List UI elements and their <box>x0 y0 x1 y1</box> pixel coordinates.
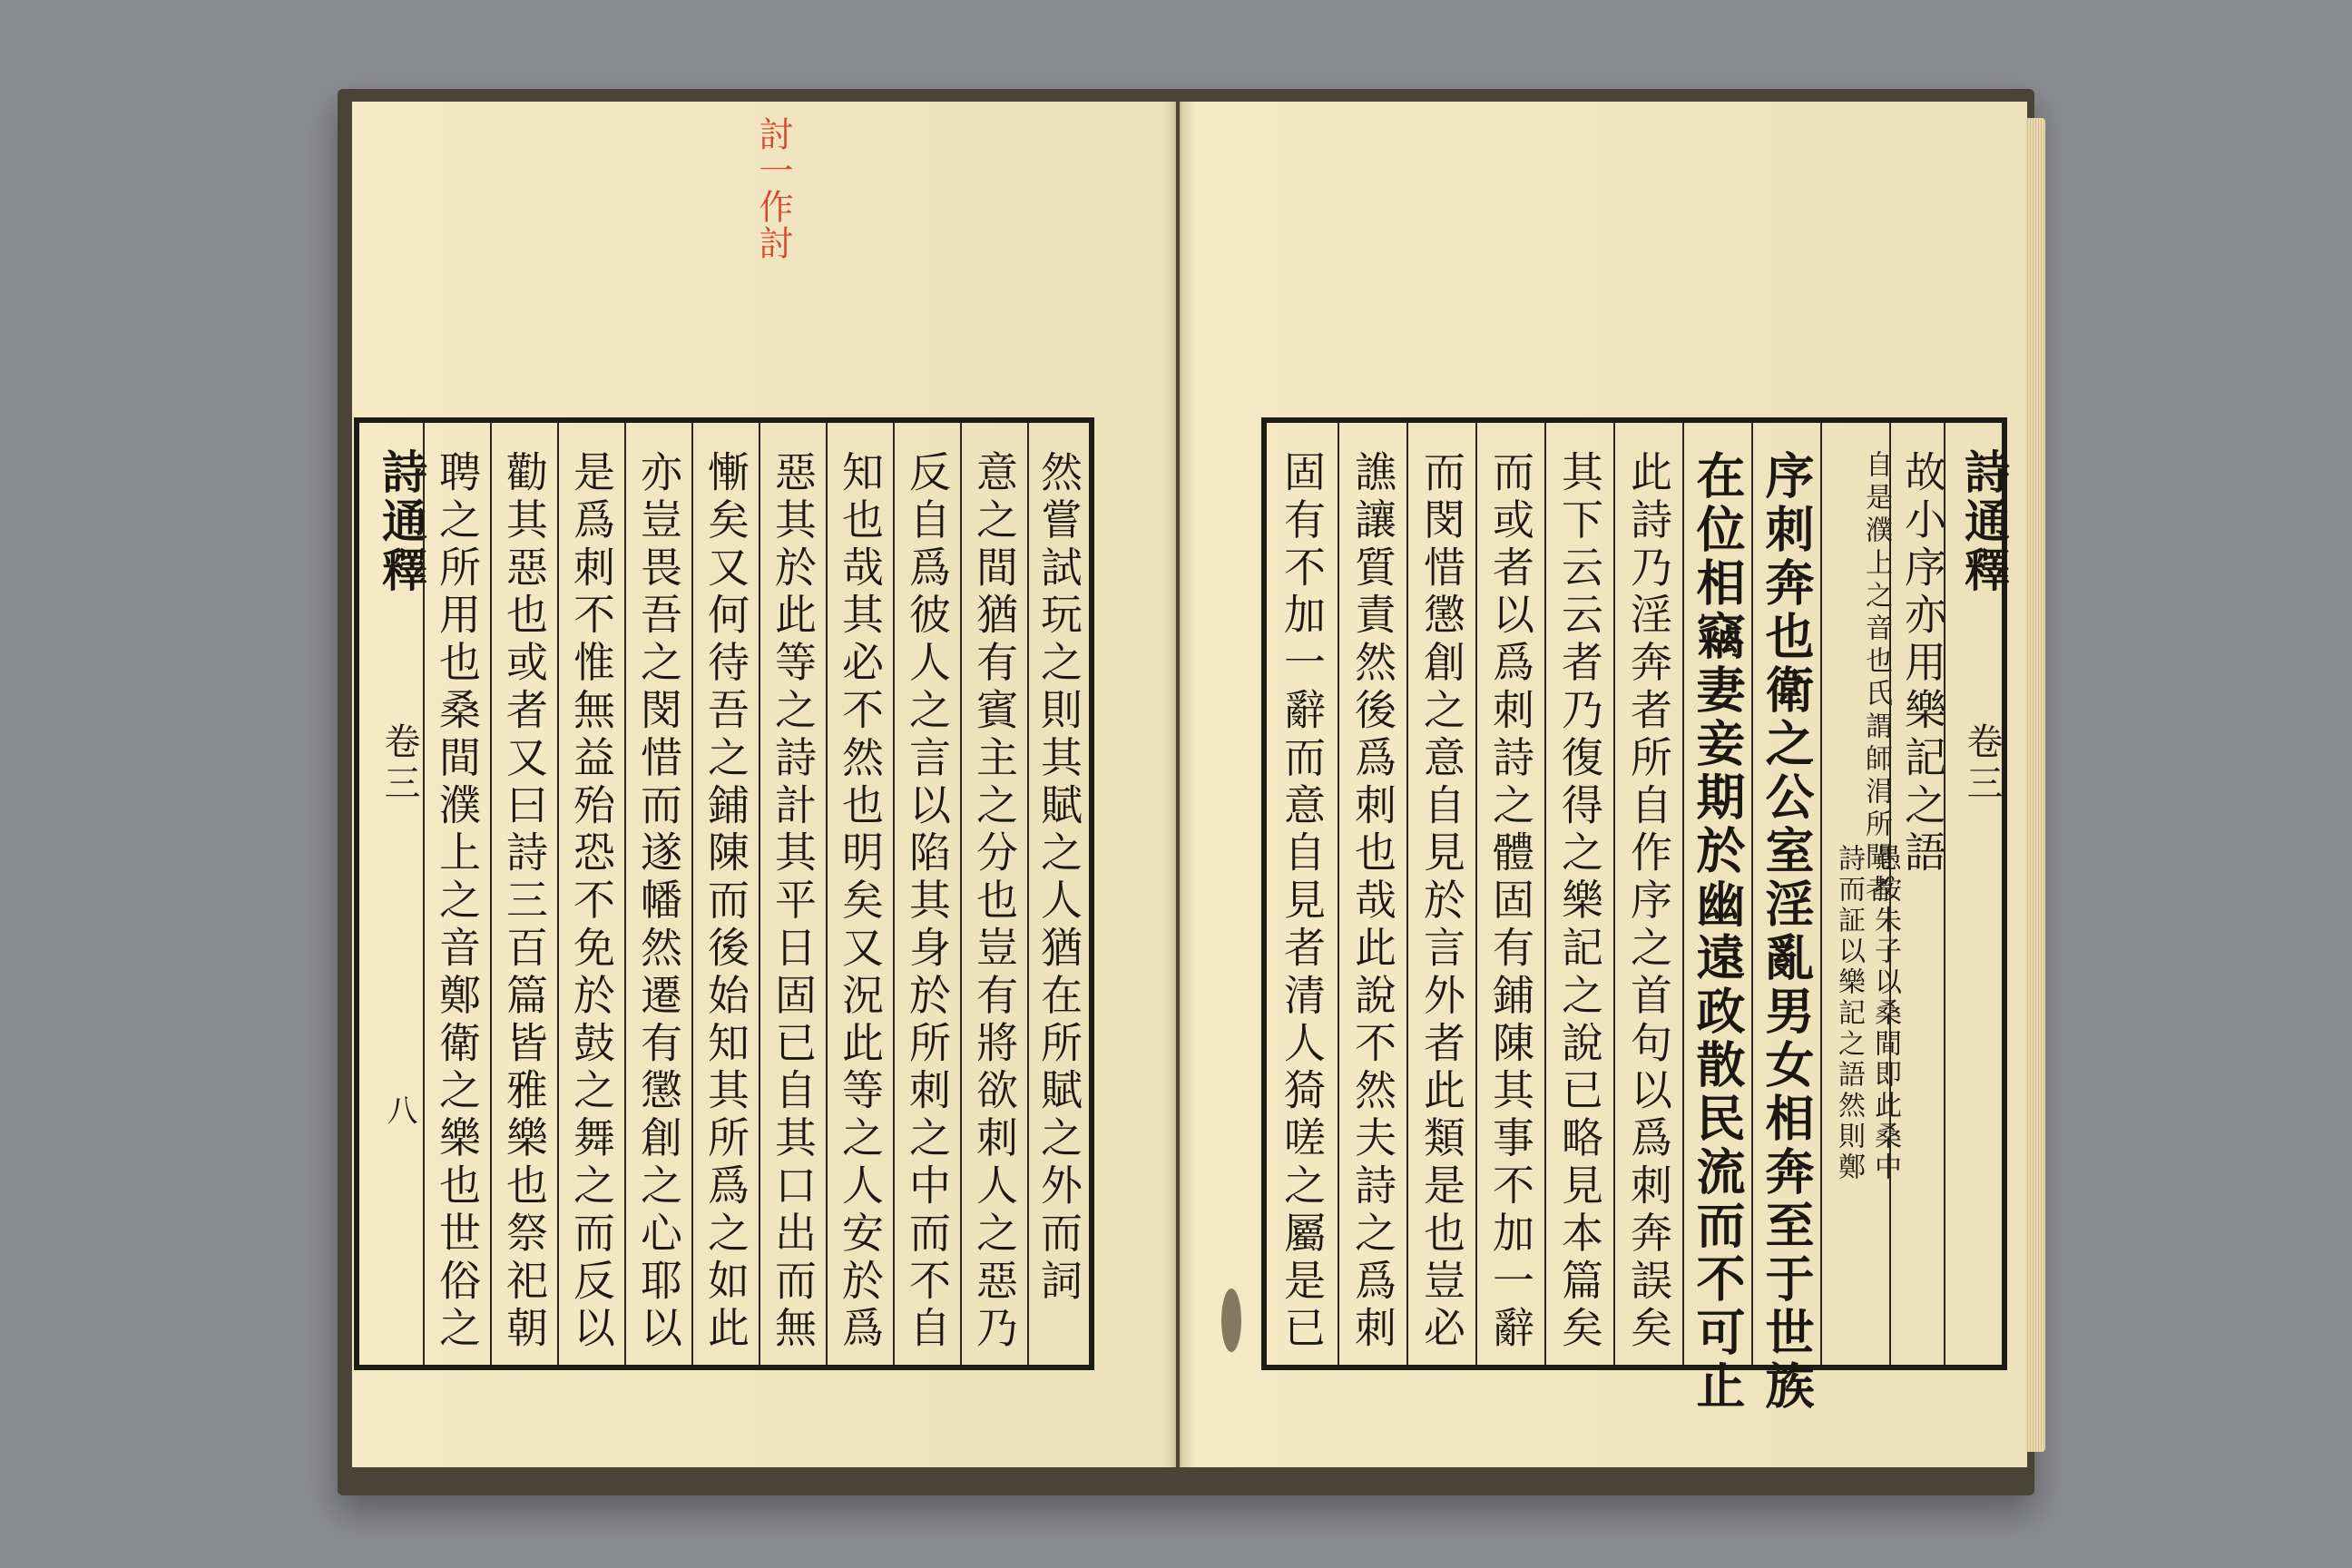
volume-label: 卷三 <box>378 722 420 806</box>
preface-column: 序刺奔也衛之公室淫亂男女相奔至于世族 <box>1751 423 1820 1365</box>
paper-damage <box>1221 1289 1241 1352</box>
right-banxin <box>1944 423 2011 1365</box>
page-edges <box>2025 118 2045 1452</box>
left-text-frame <box>354 417 1094 1370</box>
text-column: 慚矣又何待吾之鋪陳而後始知其所爲之如此 <box>691 423 759 1365</box>
text-column: 此詩乃淫奔者所自作序之首句以爲刺奔誤矣 <box>1613 423 1682 1365</box>
text-column: 知也哉其必不然也明矣又況此等之人安於爲 <box>826 423 893 1365</box>
text-column: 然嘗試玩之則其賦之人猶在所賦之外而詞 <box>1027 423 1089 1365</box>
text-column: 勸其惡也或者又曰詩三百篇皆雅樂也祭祀朝 <box>490 423 557 1365</box>
book-title: 詩通釋 <box>1957 448 2011 595</box>
commentary-column: 自是濮上之音也 氏謂師涓所聞者 <box>1820 423 1889 1365</box>
small-commentary-b: 詩而証以樂記之語然則鄭 <box>1833 844 1865 1183</box>
text-column: 而或者以爲刺詩之體固有鋪陳其事不加一辭 <box>1475 423 1544 1365</box>
text-column: 譙讓質責然後爲刺也哉此說不然夫詩之爲刺 <box>1338 423 1406 1365</box>
text-column: 而閔惜懲創之意自見於言外者此類是也豈必 <box>1406 423 1475 1365</box>
commentary-column: 故小序亦用樂記之語 <box>1889 423 1944 1365</box>
small-commentary-a: 愚按朱子以桑間即此桑中 <box>1869 844 1901 1183</box>
text-column: 其下云云者乃復得之樂記之說已略見本篇矣 <box>1544 423 1613 1365</box>
text-column: 是爲刺不惟無益殆恐不免於鼓之舞之而反以 <box>557 423 624 1365</box>
text-column: 亦豈畏吾之閔惜而遂幡然遷有懲創之心耶以 <box>624 423 691 1365</box>
book-gutter <box>1163 102 1196 1467</box>
text-column: 固有不加一辭而意自見者清人猗嗟之屬是已 <box>1278 450 1327 1354</box>
page-number: 八 <box>381 1094 417 1125</box>
text-column: 意之間猶有賓主之分也豈有將欲刺人之惡乃 <box>960 423 1027 1365</box>
text-column: 惡其於此等之詩計其平日固已自其口出而無 <box>759 423 826 1365</box>
book-title: 詩通釋 <box>375 448 428 595</box>
text-column: 反自爲彼人之言以陷其身於所刺之中而不自 <box>893 423 960 1365</box>
volume-label: 卷三 <box>1961 722 2003 806</box>
left-banxin <box>359 423 428 1365</box>
text-column: 聘之所用也桑間濮上之音鄭衛之樂也世俗之 <box>423 423 490 1365</box>
red-marginal-note: 討一作討 <box>753 116 793 261</box>
preface-column: 在位相竊妻妾期於幽遠政散民流而不可止 <box>1682 423 1751 1365</box>
